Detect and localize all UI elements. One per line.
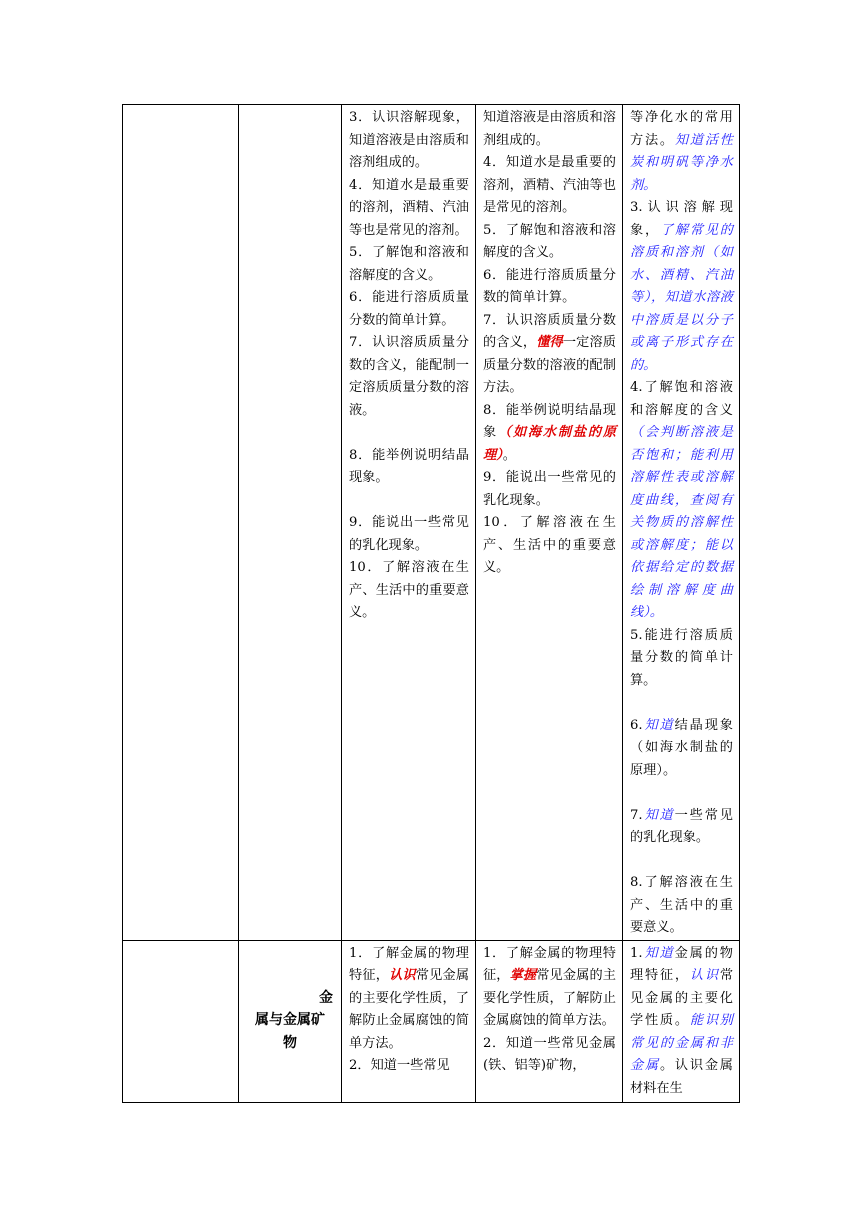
text-run: 4.了解饱和溶液和溶解度的含义 (630, 380, 733, 418)
text-run: 1．了解金属的物理特征， (483, 945, 616, 983)
table-row-solutions (123, 105, 740, 941)
text-run: 金属的物理特征， (630, 945, 733, 983)
list-item: 4．知道水是最重要的溶剂，酒精、汽油等也是常见的溶剂。 (483, 155, 616, 215)
empty-cell-b (239, 105, 342, 941)
list-item: 知道溶液是由溶质和溶剂组成的。 (483, 110, 616, 148)
revised-column-cell (476, 105, 623, 941)
list-item (483, 310, 616, 400)
list-item (630, 377, 733, 625)
list-item (630, 197, 733, 377)
curriculum-table (122, 104, 740, 1103)
list-item (630, 715, 733, 783)
list-item: 7．认识溶质质量分数的含义，能配制一定溶质质量分数的溶液。 (349, 335, 469, 418)
revised-column-cell (476, 940, 623, 1102)
note-text: 了解常见的溶质和溶剂（如水、酒精、汽油等），知道水溶液中溶质是以分子或离子形式存在的。 (630, 222, 733, 373)
table-row-metals (123, 940, 740, 1102)
annotation-column-cell (623, 940, 740, 1102)
standard-column-cell (342, 940, 476, 1102)
text-run: 常见金属的主要化学性质，了解防止金属腐蚀的简单方法。 (349, 968, 470, 1051)
list-item (630, 805, 733, 850)
list-item: 4．知道水是最重要的溶剂，酒精、汽油等也是常见的溶剂。 (349, 177, 469, 238)
text-run: 常见金属的主要化学性质。 (630, 968, 733, 1028)
list-item: 9．能说出一些常见的乳化现象。 (349, 515, 469, 553)
list-item (483, 400, 616, 468)
list-item (630, 943, 733, 1101)
text-run: 7. (630, 807, 643, 823)
list-item: 5.能进行溶质质量分数的简单计算。 (630, 627, 733, 688)
text-run: 8．能举例说明结晶现象 (483, 402, 616, 440)
emphasis-text: （如海水制盐的原理） (483, 425, 617, 463)
text-run: 3.认识溶解现象， (630, 200, 733, 238)
standard-column-cell (342, 105, 476, 941)
emphasis-text: 掌握 (509, 968, 537, 983)
list-item: 6．能进行溶质质量分数的简单计算。 (349, 290, 469, 328)
text-run: 1．了解金属的物理特征， (349, 945, 469, 983)
topic-label-line: 物 (283, 1034, 297, 1051)
text-run: 。 (502, 447, 516, 463)
text-run: 常见金属的主要化学性质，了解防止金属腐蚀的简单方法。 (483, 968, 616, 1028)
list-item: 8．能举例说明结晶现象。 (349, 447, 469, 485)
text-run: 6. (630, 717, 643, 733)
list-item: 9．能说出一些常见的乳化现象。 (483, 470, 616, 508)
note-text: 知道 (642, 807, 675, 823)
list-item: 8.了解溶液在生产、生活中的重要意义。 (630, 875, 733, 935)
empty-cell-a (123, 105, 239, 941)
list-item: 3．认识溶解现象，知道溶液是由溶质和溶剂组成的。 (349, 110, 469, 170)
list-item (483, 943, 616, 1033)
note-text: （会判断溶液是否饱和；能利用溶解性表或溶解度曲线，查阅有关物质的溶解性或溶解度；能以依据给定的数据绘制溶解度曲线）。 (630, 425, 733, 620)
list-item: 2．知道一些常见 (349, 1058, 450, 1073)
text-run: 。认识金属材料在生 (630, 1058, 733, 1096)
list-item: 10．了解溶液在生产、生活中的重要意义。 (483, 515, 616, 575)
text-run: 1. (630, 945, 643, 961)
text-run: 结晶现象（如海水制盐的原理）。 (630, 717, 733, 778)
note-text: 知道 (642, 945, 675, 961)
text-run: 等净化水的常用方法。 (630, 110, 733, 148)
topic-cell (239, 940, 342, 1102)
list-item: 5．了解饱和溶液和溶解度的含义。 (349, 245, 469, 283)
note-text: 知道活性炭和明矾等净水剂。 (630, 132, 733, 193)
list-item (349, 943, 469, 1056)
text-run: 一定溶质质量分数的溶液的配制方法。 (483, 335, 616, 395)
text-run: 一些常见的乳化现象。 (630, 807, 733, 845)
topic-label-line: 金 (319, 989, 333, 1006)
emphasis-text: 懂得 (536, 335, 563, 350)
emphasis-text: 认识 (389, 968, 416, 983)
list-item: 6．能进行溶质质量分数的简单计算。 (483, 267, 616, 305)
list-item: 5．了解饱和溶液和溶解度的含义。 (483, 222, 616, 260)
list-item (630, 107, 733, 197)
list-item: 2．知道一些常见金属(铁、铝等)矿物， (483, 1035, 616, 1073)
note-text: 认识 (689, 968, 720, 983)
note-text: 能识别常见的金属和非金属 (630, 1013, 733, 1073)
text-run: 7．认识溶质质量分数的含义， (483, 312, 616, 350)
empty-cell-c (123, 940, 239, 1102)
topic-label-line: 属与金属矿 (255, 1012, 325, 1028)
note-text: 知道 (642, 717, 675, 733)
annotation-column-cell (623, 105, 740, 941)
list-item: 10．了解溶液在生产、生活中的重要意义。 (349, 560, 469, 620)
